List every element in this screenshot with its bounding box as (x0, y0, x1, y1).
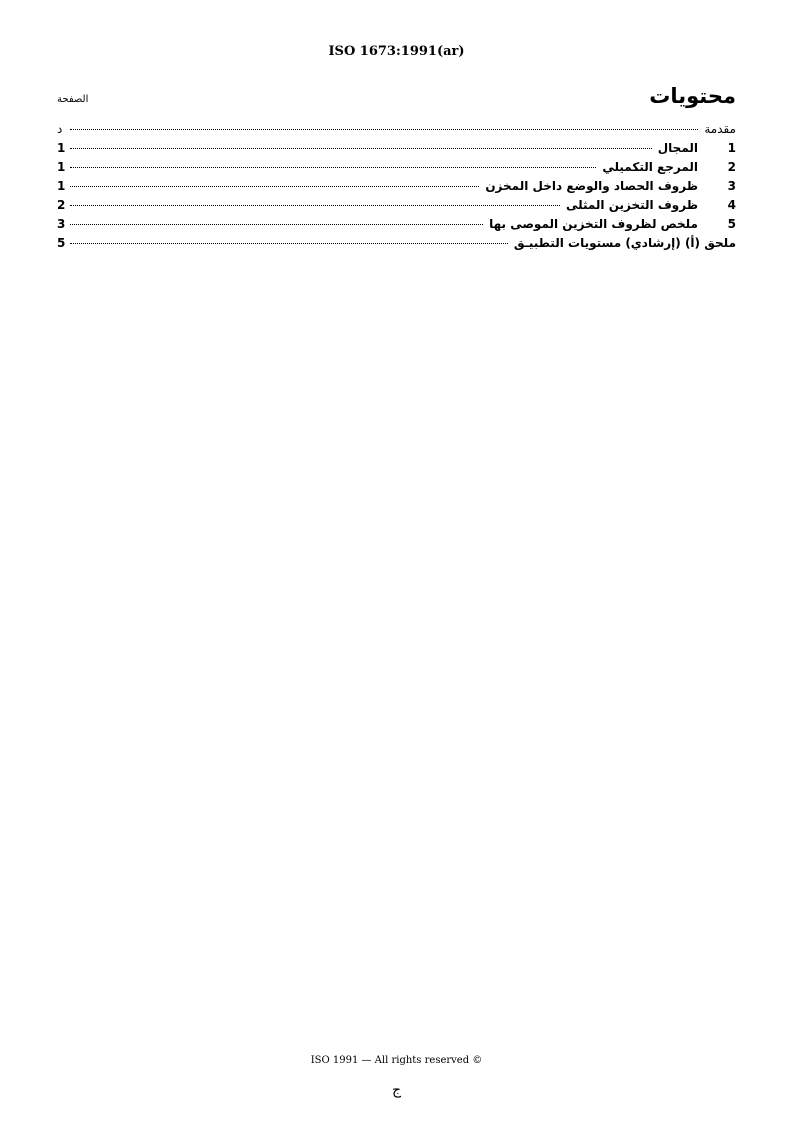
toc-entry-number: 4 (727, 198, 736, 212)
toc-entry-text: ظروف التخزين المثلى (565, 198, 698, 212)
toc-entry-1[interactable] (57, 141, 736, 160)
toc-entry-2[interactable] (57, 160, 736, 179)
page-column-label: الصفحة (57, 94, 89, 105)
copyright-footer: ISO 1991 — All rights reserved © (310, 1055, 483, 1066)
toc-entry-annex-a[interactable] (57, 236, 736, 255)
toc-entry-introduction[interactable] (57, 122, 736, 141)
toc-entry-text: ملخص لظروف التخزين الموصى بها (489, 217, 698, 231)
page-header: ISO 1673:1991(ar) (328, 44, 465, 59)
toc-entry-page: 1 (57, 141, 66, 155)
toc-title: محتويات (649, 84, 736, 108)
toc-entry-text: ملحق (أ) (إرشادي) مستويات التطبيـق (513, 236, 736, 250)
toc-entry-5[interactable] (57, 217, 736, 236)
toc-entry-number: 1 (727, 141, 736, 155)
dot-leader (70, 186, 479, 187)
toc-entry-page: 3 (57, 217, 66, 231)
dot-leader (70, 148, 652, 149)
toc-entry-3[interactable] (57, 179, 736, 198)
dot-leader (70, 205, 560, 206)
dot-leader (70, 167, 596, 168)
toc-entry-text: مقدمة (704, 122, 736, 136)
toc-entry-page: 1 (57, 179, 66, 193)
toc-entry-page: 1 (57, 160, 66, 174)
dot-leader (70, 224, 483, 225)
toc-entry-page: د (57, 122, 63, 136)
dot-leader (70, 129, 698, 130)
toc-entry-page: 5 (57, 236, 66, 250)
dot-leader (70, 243, 508, 244)
toc-entry-text: ظروف الحصاد والوضع داخل المخزن (485, 179, 698, 193)
toc-entry-text: المجال (657, 141, 698, 155)
page-number: ج (391, 1082, 402, 1098)
toc-entry-page: 2 (57, 198, 66, 212)
toc-entry-4[interactable] (57, 198, 736, 217)
toc-entry-text: المرجع التكميلي (602, 160, 698, 174)
toc-entry-number: 2 (727, 160, 736, 174)
table-of-contents (57, 122, 736, 255)
toc-entry-number: 5 (727, 217, 736, 231)
toc-entry-number: 3 (727, 179, 736, 193)
